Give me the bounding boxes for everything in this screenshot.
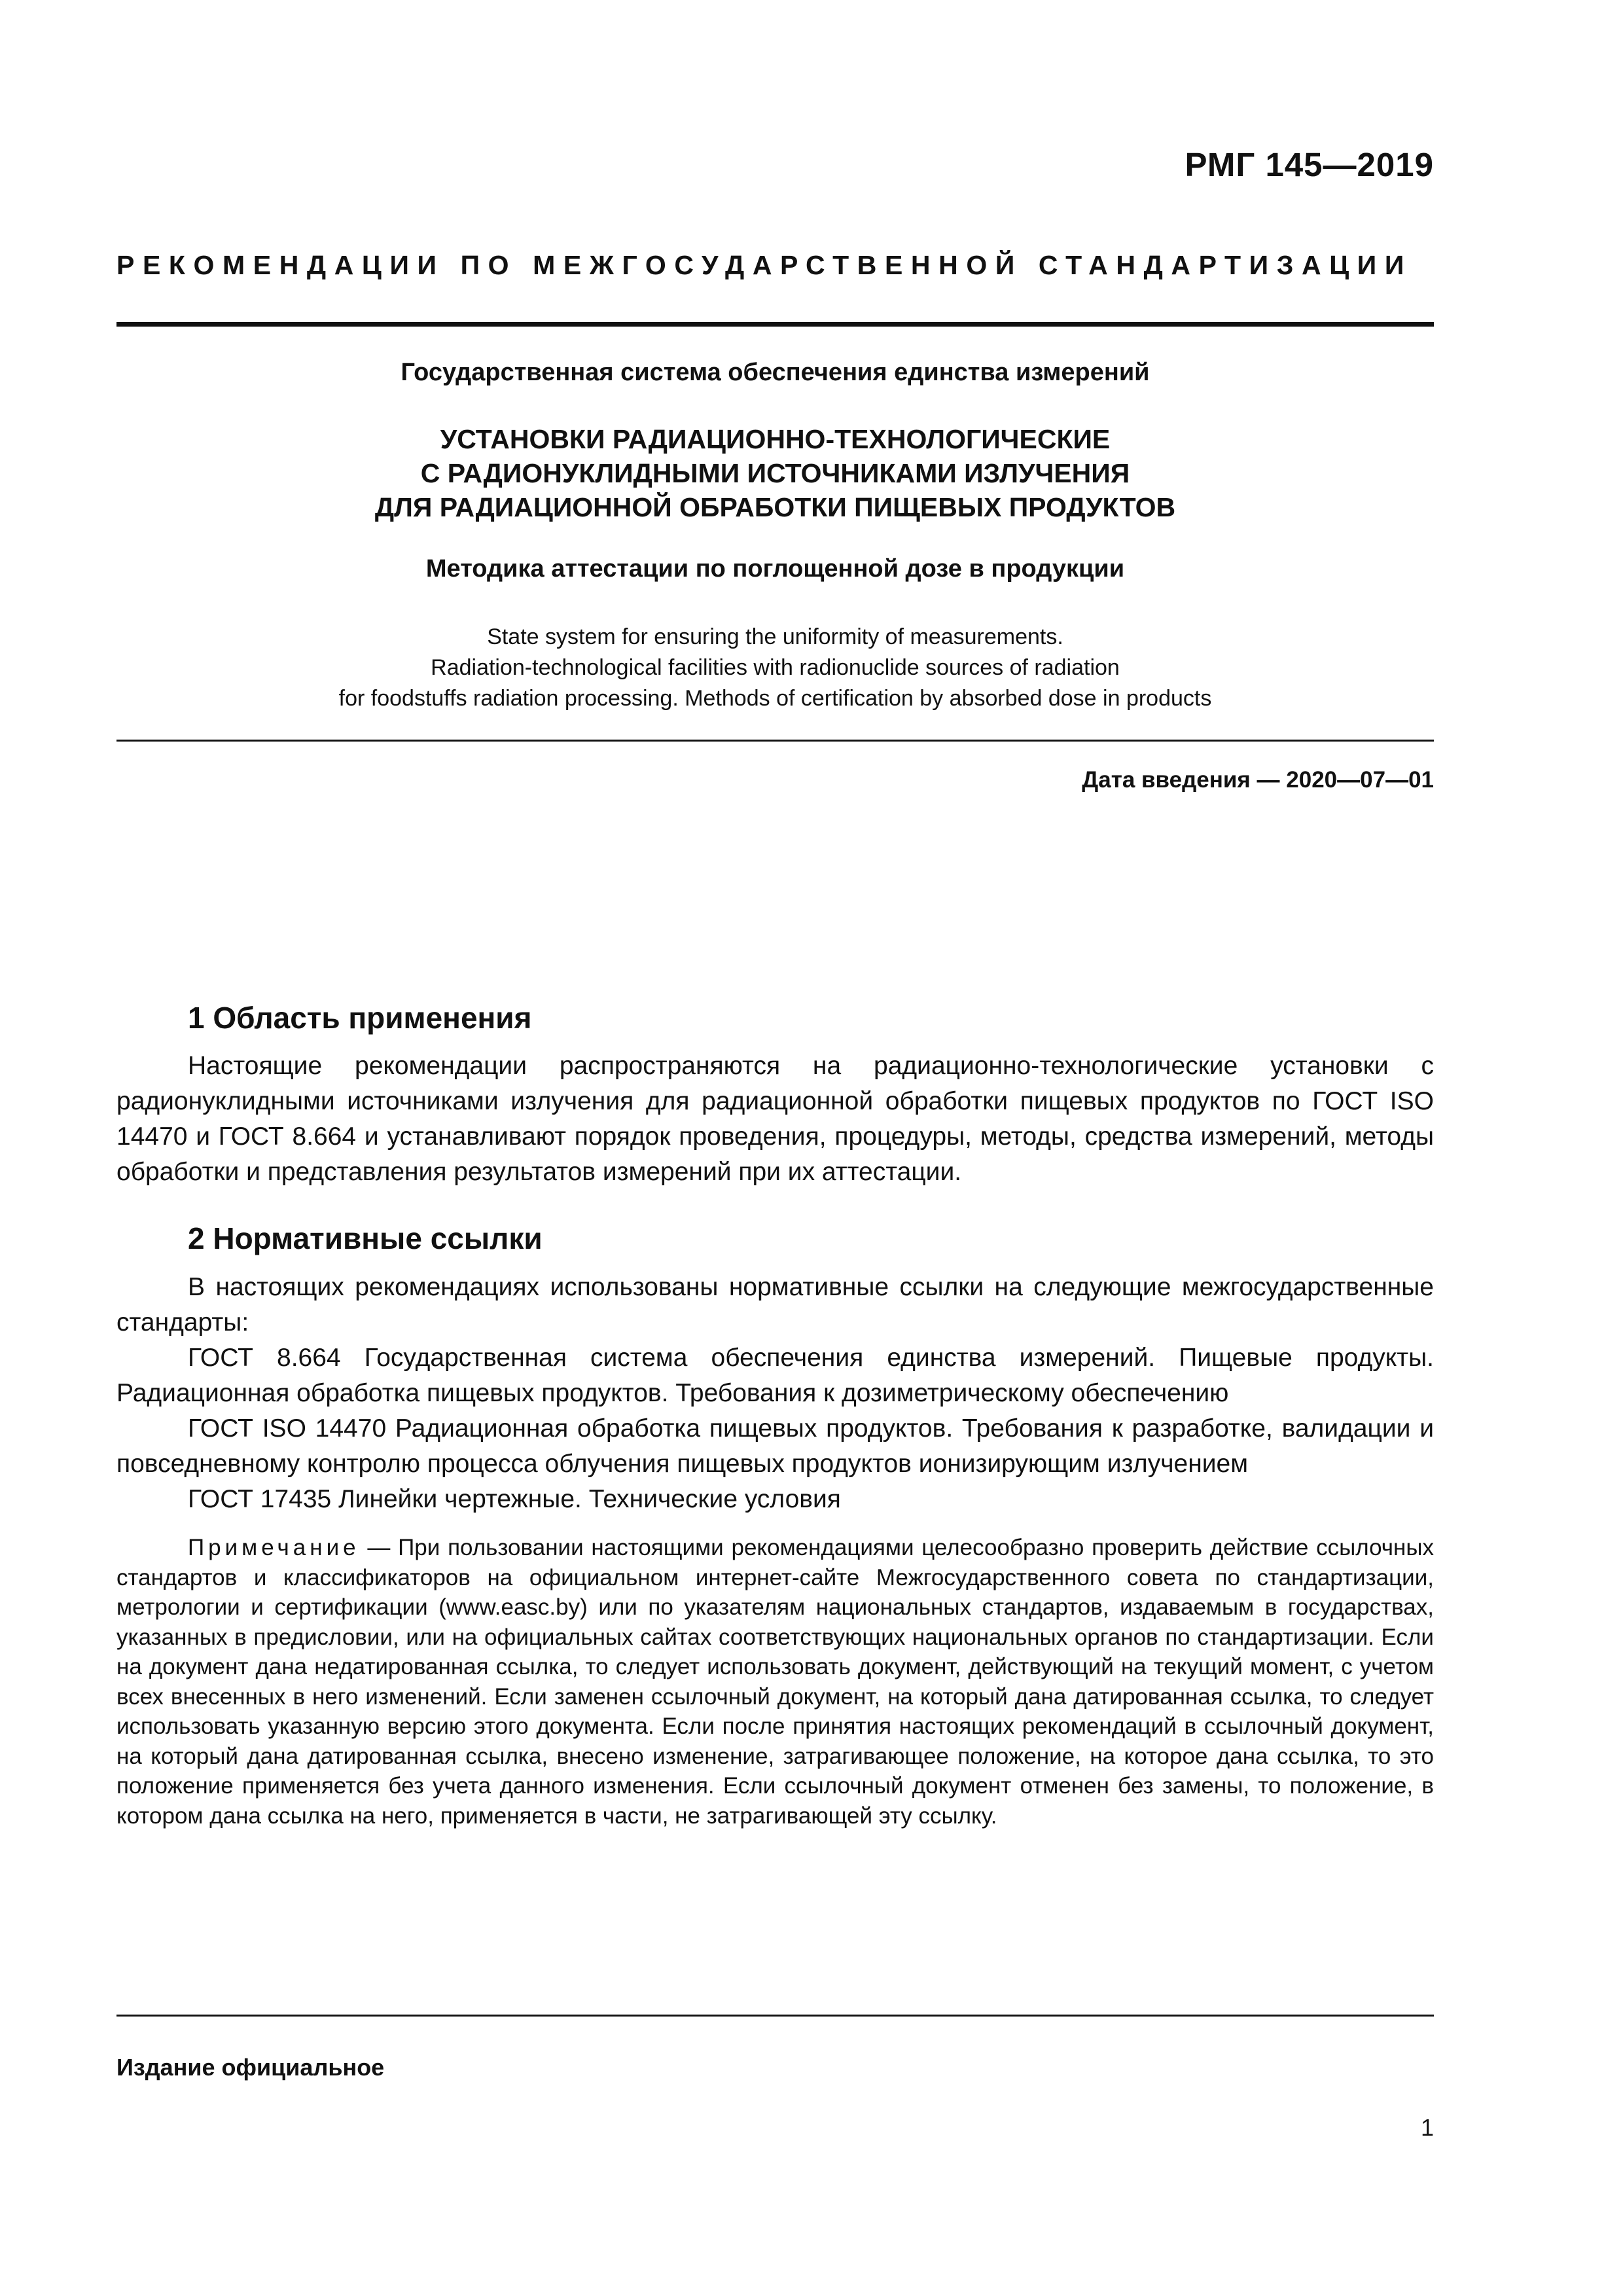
english-title-line: State system for ensuring the uniformity of measurements. xyxy=(487,624,1063,649)
system-name: Государственная система обеспечения единства измерений xyxy=(401,359,1150,386)
section-heading-scope: 1 Область применения xyxy=(188,1001,532,1035)
main-title-line: С РАДИОНУКЛИДНЫМИ ИСТОЧНИКАМИ ИЗЛУЧЕНИЯ xyxy=(420,458,1130,488)
document-series: РЕКОМЕНДАЦИИ ПО МЕЖГОСУДАРСТВЕННОЙ СТАНДАРТИЗАЦИИ xyxy=(116,250,1412,280)
english-title-line: Radiation-technological facilities with radionuclide sources of radiation xyxy=(431,655,1120,680)
note-label: Примечание xyxy=(188,1535,360,1560)
note-paragraph xyxy=(116,1533,1434,1831)
main-title-line: ДЛЯ РАДИАЦИОННОЙ ОБРАБОТКИ ПИЩЕВЫХ ПРОДУКТОВ xyxy=(374,492,1176,522)
note-text: — При пользовании настоящими рекомендациями целесообразно проверить действие ссылочных стандартов и классификаторов на официальном интернет-сайте Межгосударственного совета по стандартизации, метрологии и сертификации (www.easc.by) или по указателям национальных стандартов, издаваемым в государствах, указанных в предисловии, или на официальных сайтах соответствующих национальных органов по стандартизации. Если на документ дана недатированная ссылка, то следует использовать документ, действующий на текущий момент, с учетом всех внесенных в него изменений. Если заменен ссылочный документ, на который дана датированная ссылка, то следует использовать указанную версию этого документа. Если после принятия настоящих рекомендаций в ссылочный документ, на который дана датированная ссылка, внесено изменение, затрагивающее положение, на которое дана ссылка, то это положение применяется без учета данного изменения. Если ссылочный документ отменен без замены, то положение, в котором дана ссылка на него, применяется в части, не затрагивающей эту ссылку. xyxy=(116,1535,1434,1829)
note-block xyxy=(116,1533,1434,1831)
edition-label: Издание официальное xyxy=(116,2054,385,2081)
title-rule xyxy=(116,740,1434,742)
page-number: 1 xyxy=(1420,2114,1434,2141)
header-rule xyxy=(116,322,1434,327)
english-title-line: for foodstuffs radiation processing. Methods of certification by absorbed dose in products xyxy=(338,686,1212,711)
reference-item: ГОСТ 17435 Линейки чертежные. Технические условия xyxy=(188,1485,841,1513)
main-title-line: УСТАНОВКИ РАДИАЦИОННО-ТЕХНОЛОГИЧЕСКИЕ xyxy=(440,424,1111,454)
section-body-references xyxy=(116,1270,1434,1517)
footer-rule xyxy=(116,2015,1434,2017)
introduction-date: Дата введения — 2020—07—01 xyxy=(1082,767,1434,793)
main-title xyxy=(116,422,1434,524)
reference-item: ГОСТ ISO 14470 Радиационная обработка пищевых продуктов. Требования к разработке, валидации и повседневному контролю процесса облучения пищевых продуктов ионизирующим излучением xyxy=(116,1414,1434,1478)
english-title xyxy=(116,622,1434,714)
reference-item: ГОСТ 8.664 Государственная система обеспечения единства измерений. Пищевые продукты. Радиационная обработка пищевых продуктов. Требования к дозиметрическому обеспечению xyxy=(116,1344,1434,1407)
section-body-scope xyxy=(116,1049,1434,1190)
paragraph: Настоящие рекомендации распространяются на радиационно-технологические установки с радионуклидными источниками излучения для радиационной обработки пищевых продуктов по ГОСТ ISO 14470 и ГОСТ 8.664 и устанавливают порядок проведения, процедуры, методы, средства измерений, методы обработки и представления результатов измерений при их аттестации. xyxy=(116,1052,1434,1186)
paragraph: В настоящих рекомендациях использованы нормативные ссылки на следующие межгосударственные стандарты: xyxy=(116,1273,1434,1336)
document-code: РМГ 145—2019 xyxy=(1185,146,1434,183)
method-title: Методика аттестации по поглощенной дозе в продукции xyxy=(425,555,1125,583)
section-heading-references: 2 Нормативные ссылки xyxy=(188,1221,543,1255)
